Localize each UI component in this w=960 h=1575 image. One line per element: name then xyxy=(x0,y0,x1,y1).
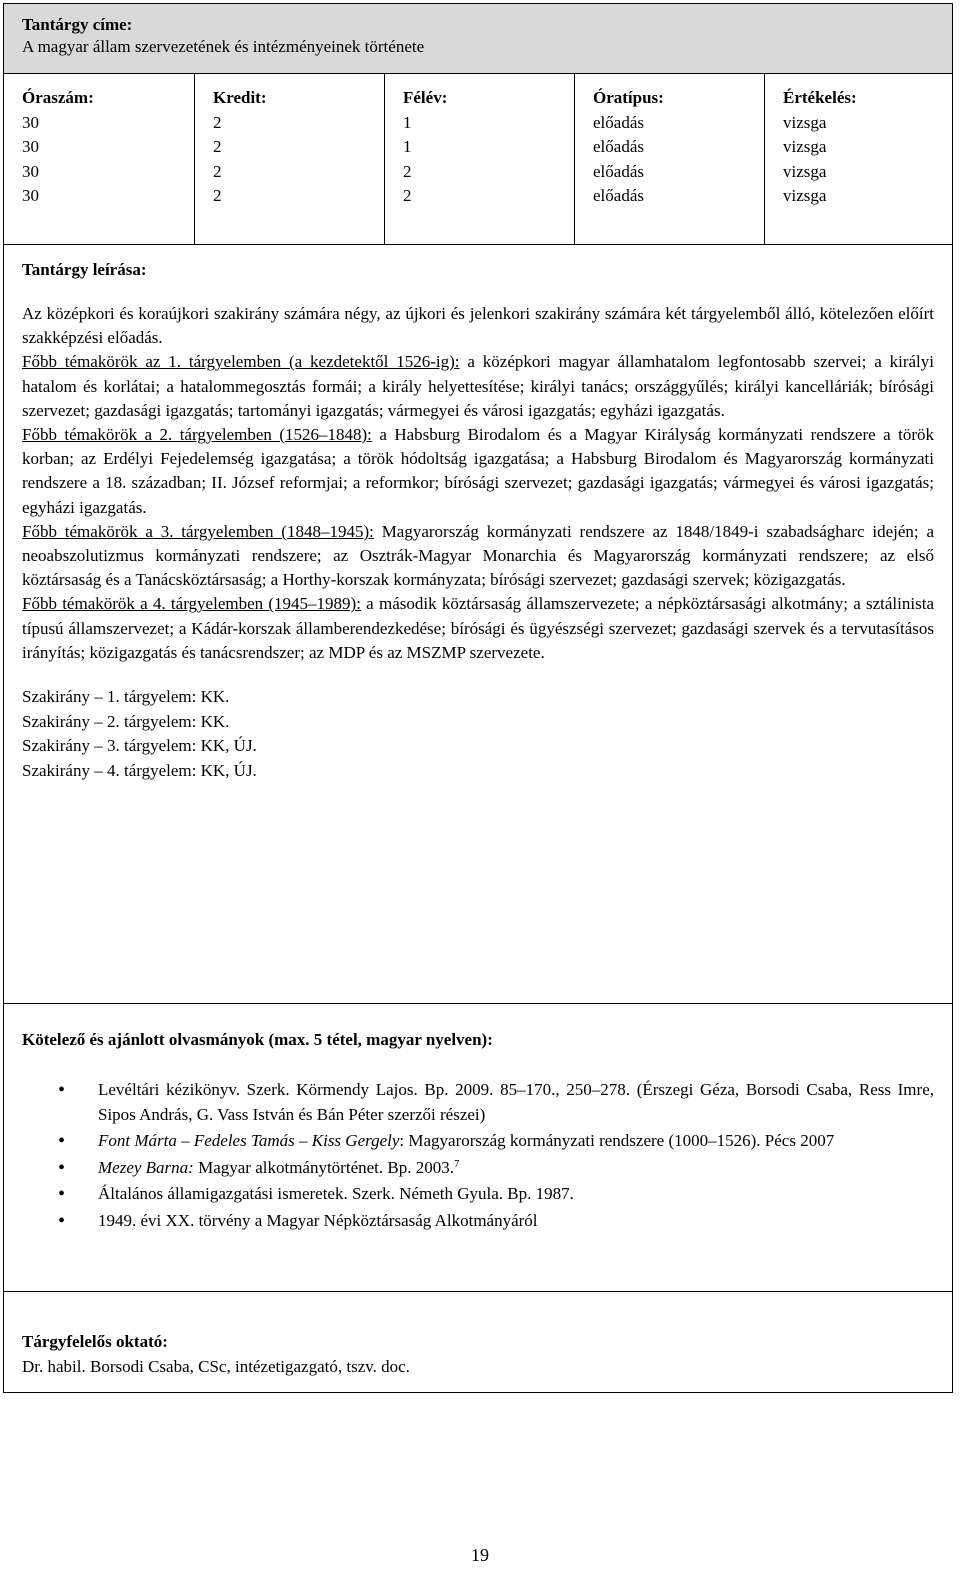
topic-heading: Főbb témakörök a 4. tárgyelemben (1945–1989): xyxy=(22,594,361,614)
hours-value: 30 xyxy=(22,137,39,156)
reading-authors: Font Márta – Fedeles Tamás – Kiss Gergely xyxy=(98,1131,400,1150)
specialization-item: Szakirány – 3. tárgyelem: KK, ÚJ. xyxy=(22,736,257,756)
semester-value: 1 xyxy=(403,112,412,132)
topic-paragraph xyxy=(22,423,934,520)
readings-list xyxy=(22,1078,934,1233)
page-number: 19 xyxy=(471,1545,489,1565)
class-type-column xyxy=(575,74,765,244)
description-section xyxy=(4,244,952,1004)
reading-item: • Általános államigazgatási ismeretek. Szerk. Németh Gyula. Bp. 1987. xyxy=(98,1182,934,1207)
hours-label: Óraszám: xyxy=(22,88,94,107)
teacher-section xyxy=(4,1292,952,1379)
credit-value: 2 xyxy=(213,161,222,181)
description-label: Tantárgy leírása: xyxy=(22,260,147,279)
course-title: A magyar állam szervezetének és intézményeinek története xyxy=(22,37,425,56)
class-type-value: előadás xyxy=(593,161,644,181)
class-type-value: előadás xyxy=(593,186,644,205)
reading-title: Magyar alkotmánytörténet. Bp. 2003. xyxy=(193,1157,454,1177)
semester-value: 2 xyxy=(403,186,412,205)
specialization-item: Szakirány – 4. tárgyelem: KK, ÚJ. xyxy=(22,760,257,780)
topic-paragraph xyxy=(22,350,934,423)
reading-item xyxy=(98,1156,934,1181)
evaluation-label: Értékelés: xyxy=(783,88,857,107)
teacher-name: Dr. habil. Borsodi Csaba, CSc, intézetigazgató, tszv. doc. xyxy=(22,1356,410,1376)
credit-column xyxy=(195,74,385,244)
reading-item: • Levéltári kézikönyv. Szerk. Körmendy Lajos. Bp. 2009. 85–170., 250–278. (Érszegi Géza, Borsodi Csaba, Ress Imre, Sipos András, G. Vass István és Bán Péter szerzői részei) xyxy=(98,1078,934,1127)
topic-text: a középkori magyar államhatalom legfontosabb szervei; a királyi hatalom és korlátai; a hatalommegosztás formái; a király helyettesítése; királyi tanács; országgyűlés; királyi kancelláriák; bírósági szervezet; gazdasági igazgatás; tartományi igazgatás; vármegyei és városi igazgatás; egyházi igazgatás. xyxy=(22,352,934,420)
hours-value: 30 xyxy=(22,161,39,181)
evaluation-value: vizsga xyxy=(783,112,827,132)
readings-section xyxy=(4,1004,952,1292)
hours-value: 30 xyxy=(22,112,39,132)
class-type-label: Óratípus: xyxy=(593,88,664,107)
evaluation-column xyxy=(765,74,952,244)
title-section xyxy=(4,4,952,74)
class-type-value: előadás xyxy=(593,112,644,132)
hours-value: 30 xyxy=(22,186,39,205)
reading-title: : Magyarország kormányzati rendszere (1000–1526). Pécs 2007 xyxy=(399,1131,835,1150)
topic-paragraph xyxy=(22,520,934,593)
specialization-item: Szakirány – 2. tárgyelem: KK. xyxy=(22,711,230,731)
evaluation-value: vizsga xyxy=(783,186,827,205)
course-info-row xyxy=(4,74,952,245)
credit-value: 2 xyxy=(213,186,222,205)
credit-value: 2 xyxy=(213,137,222,156)
reading-item xyxy=(98,1129,934,1154)
evaluation-value: vizsga xyxy=(783,137,827,156)
topic-text: Magyarország kormányzati rendszere az 1848/1849-i szabadságharc idején; a neoabszolutizmus kormányzati rendszere; az Osztrák-Magyar Monarchia és Magyarország kormányzati rendszere; az első köztársaság és a Tanácsköztársaság; a Horthy-korszak kormányzata; bírósági szervezet; gazdasági szervek; közigazgatás. xyxy=(22,521,934,590)
teacher-label: Tárgyfelelős oktató: xyxy=(22,1332,168,1351)
topic-heading: Főbb témakörök a 3. tárgyelemben (1848–1945): xyxy=(22,521,374,541)
topic-paragraph xyxy=(22,592,934,665)
topic-heading: Főbb témakörök a 2. tárgyelemben (1526–1848): xyxy=(22,425,372,445)
topic-text: a Habsburg Birodalom és a Magyar Királyság kormányzati rendszere a török korban; az Erdélyi Fejedelemség igazgatása; a török hódoltság igazgatása; a Habsburg Birodalom és Magyarország kormányzati rendszere a 18. században; II. József reformjai; a reformkor; bírósági szervezet; gazdasági igazgatás; vármegyei és városi igazgatás; egyházi igazgatás. xyxy=(22,425,934,517)
hours-column xyxy=(4,74,195,244)
readings-label: Kötelező és ajánlott olvasmányok (max. 5 tétel, magyar nyelven): xyxy=(22,1030,493,1049)
credit-value: 2 xyxy=(213,112,222,132)
reading-item: • 1949. évi XX. törvény a Magyar Népköztársaság Alkotmányáról xyxy=(98,1209,934,1234)
course-sheet xyxy=(3,3,953,1393)
reading-authors: Mezey Barna: xyxy=(98,1157,194,1177)
title-label: Tantárgy címe: xyxy=(22,15,133,34)
specialization-item: Szakirány – 1. tárgyelem: KK. xyxy=(22,687,230,707)
topic-heading: Főbb témakörök az 1. tárgyelemben (a kezdetektől 1526-ig): xyxy=(22,352,460,372)
topic-text: a második köztársaság államszervezete; a népköztársasági alkotmány; a sztálinista típusú államszervezet; a Kádár-korszak államberendezkedése; bírósági és ügyészségi szervezet; gazdasági szervek és a tervutasításos irányítás; közigazgatás és tanácsrendszer; az MDP és az MSZMP szervezete. xyxy=(22,594,934,662)
class-type-value: előadás xyxy=(593,137,644,156)
credit-label: Kredit: xyxy=(213,88,267,107)
evaluation-value: vizsga xyxy=(783,161,827,181)
specialization-list xyxy=(22,685,934,783)
semester-label: Félév: xyxy=(403,88,448,107)
semester-column xyxy=(385,74,575,244)
footnote-mark: 7 xyxy=(453,1157,460,1170)
semester-value: 1 xyxy=(403,137,412,156)
description-intro: Az középkori és koraújkori szakirány számára négy, az újkori és jelenkori szakirány számára két tárgyelemből álló, kötelezően előírt szakképzési előadás. xyxy=(22,304,934,348)
semester-value: 2 xyxy=(403,161,412,181)
